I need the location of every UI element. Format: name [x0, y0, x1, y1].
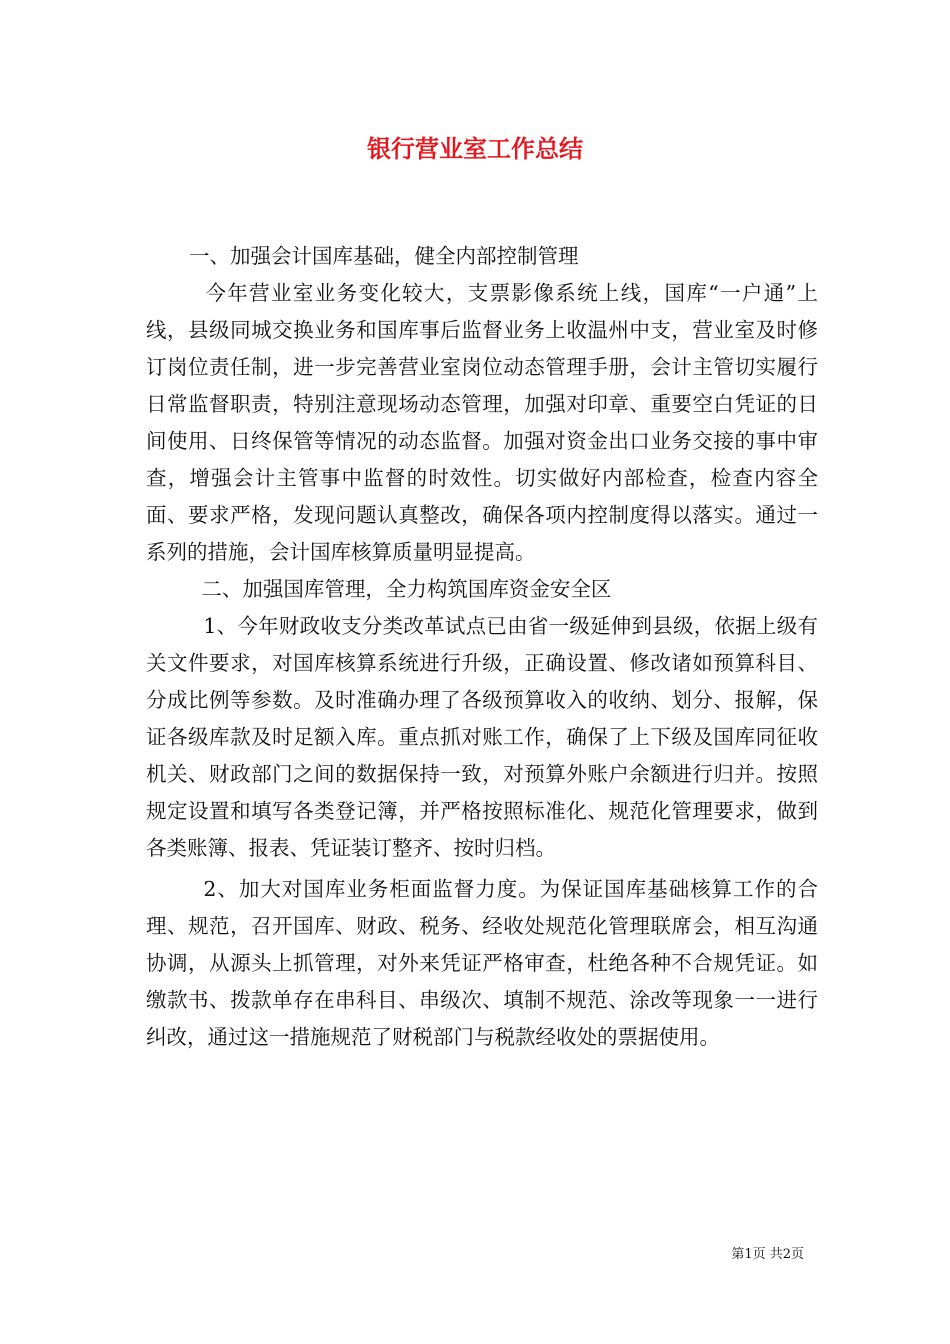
- page-number: 第1页 共2页: [731, 1247, 804, 1262]
- section-2-paragraph-2: 2、加大对国库业务柜面监督力度。为保证国库基础核算工作的合理、规范，召开国库、财政、税务、经收处规范化管理联席会，相互沟通协调，从源头上抓管理，对外来凭证严格审查，杜绝各种不合规凭证。如缴款书、拨款单存在串科目、串级次、填制不规范、涂改等现象一一进行纠改，通过这一措施规范了财税部门与税款经收处的票据使用。: [146, 877, 818, 1049]
- section-heading-1: 一、加强会计国库基础，健全内部控制管理: [189, 244, 579, 268]
- document-title: 银行营业室工作总结: [367, 135, 583, 163]
- section-heading-2: 二、加强国库管理，全力构筑国库资金安全区: [201, 577, 612, 601]
- document-body: [146, 238, 818, 1056]
- section-2-paragraph-1: 1、今年财政收支分类改革试点已由省一级延伸到县级，依据上级有关文件要求，对国库核算系统进行升级，正确设置、修改诸如预算科目、分成比例等参数。及时准确办理了各级预算收入的收纳、划分、报解，保证各级库款及时足额入库。重点抓对账工作，确保了上下级及国库同征收机关、财政部门之间的数据保持一致，对预算外账户余额进行归并。按照规定设置和填写各类登记簿，并严格按照标准化、规范化管理要求，做到各类账簿、报表、凭证装订整齐、按时归档。: [146, 614, 818, 860]
- section-1-paragraph-1: 今年营业室业务变化较大，支票影像系统上线，国库“一户通”上线，县级同城交换业务和国库事后监督业务上收温州中支，营业室及时修订岗位责任制，进一步完善营业室岗位动态管理手册，会计主管切实履行日常监督职责，特别注意现场动态管理，加强对印章、重要空白凭证的日间使用、日终保管等情况的动态监督。加强对资金出口业务交接的事中审查，增强会计主管事中监督的时效性。切实做好内部检查，检查内容全面、要求严格，发现问题认真整改，确保各项内控制度得以落实。通过一系列的措施，会计国库核算质量明显提高。: [146, 281, 818, 564]
